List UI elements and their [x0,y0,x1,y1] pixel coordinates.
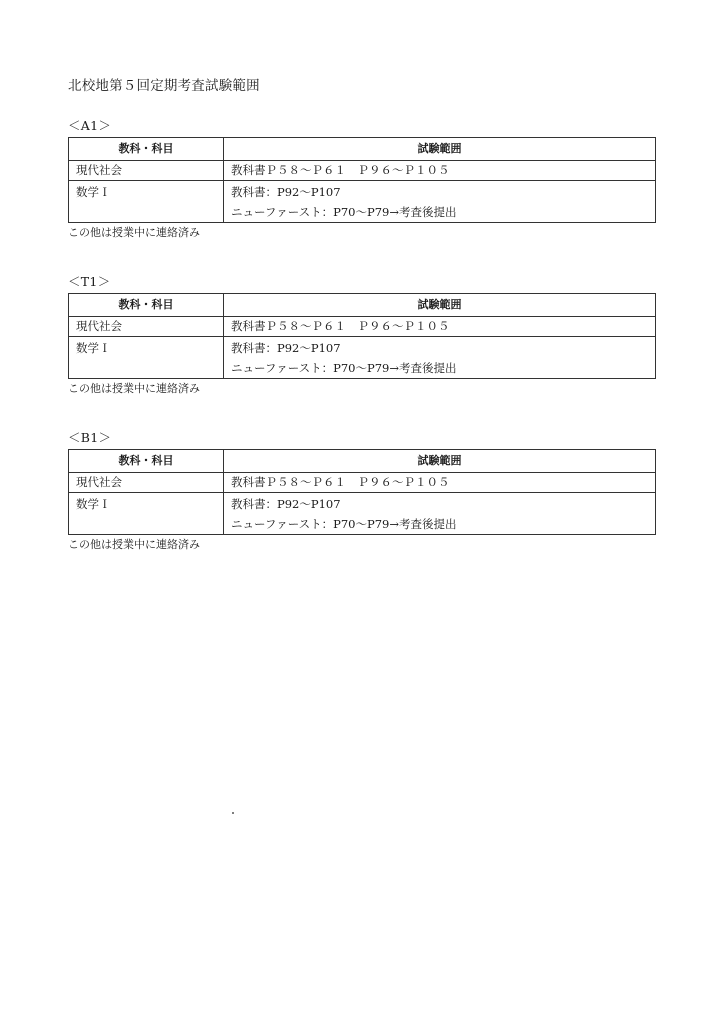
range-header: 試験範囲 [224,138,656,161]
range-cell [224,337,656,379]
subject-text: 数学Ｉ [76,341,111,355]
range-line: ニューファースト：P70～P79→考査後提出 [231,205,457,219]
subject-text: 数学Ｉ [76,185,111,199]
range-header: 試験範囲 [224,450,656,473]
table-header-row [69,294,656,317]
section-note: この他は授業中に連絡済み [68,382,200,395]
table-row [69,337,656,379]
subject-cell: 現代社会 [69,473,224,493]
subject-header: 教科・科目 [69,450,224,473]
section-label: ＜A1＞ [68,118,112,133]
range-line: 教科書：P92～P107 [231,497,341,511]
table-row [69,181,656,223]
subject-cell [69,337,224,379]
exam-range-table [68,449,656,535]
range-cell: 教科書Ｐ５８～Ｐ６１ Ｐ９６～Ｐ１０５ [224,473,656,493]
subject-header: 教科・科目 [69,294,224,317]
section-label: ＜T1＞ [68,274,111,289]
range-line: 教科書：P92～P107 [231,341,341,355]
range-line: 教科書：P92～P107 [231,185,341,199]
range-cell: 教科書Ｐ５８～Ｐ６１ Ｐ９６～Ｐ１０５ [224,317,656,337]
subject-header: 教科・科目 [69,138,224,161]
range-line: ニューファースト：P70～P79→考査後提出 [231,361,457,375]
table-row [69,317,656,337]
table-header-row [69,138,656,161]
range-line: ニューファースト：P70～P79→考査後提出 [231,517,457,531]
subject-cell: 現代社会 [69,317,224,337]
subject-text: 数学Ｉ [76,497,111,511]
section-note: この他は授業中に連絡済み [68,226,200,239]
range-header: 試験範囲 [224,294,656,317]
section-t1 [68,274,655,396]
table-row [69,473,656,493]
subject-cell [69,181,224,223]
subject-cell: 現代社会 [69,161,224,181]
exam-range-table [68,293,656,379]
range-cell [224,181,656,223]
table-row [69,493,656,535]
exam-range-table [68,137,656,223]
table-header-row [69,450,656,473]
section-a1 [68,118,655,240]
section-b1 [68,430,655,552]
scan-speck [232,812,234,814]
page-title: 北校地第５回定期考査試験範囲 [68,78,260,94]
table-row [69,161,656,181]
section-label: ＜B1＞ [68,430,112,445]
subject-cell [69,493,224,535]
range-cell: 教科書Ｐ５８～Ｐ６１ Ｐ９６～Ｐ１０５ [224,161,656,181]
range-cell [224,493,656,535]
section-note: この他は授業中に連絡済み [68,538,200,551]
